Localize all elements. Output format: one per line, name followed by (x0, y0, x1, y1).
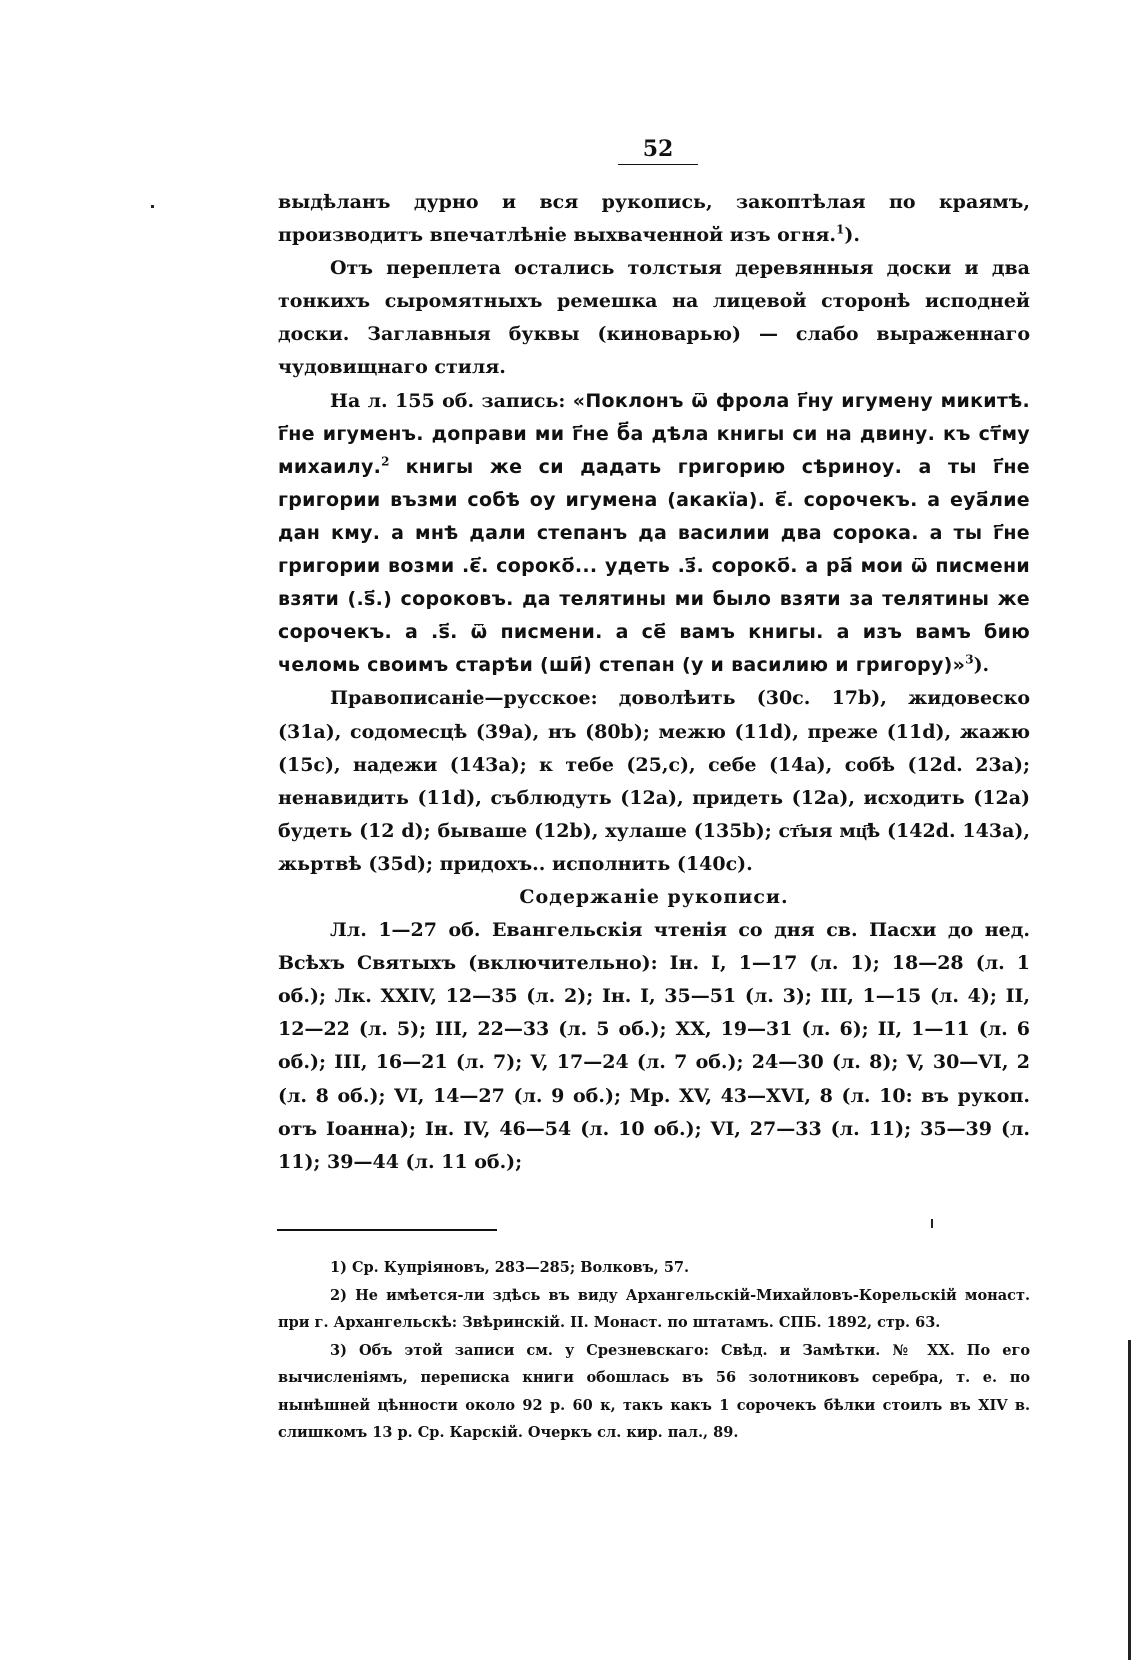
page-number: 52 (642, 136, 674, 162)
footnote-rule (277, 1229, 497, 1231)
footnote-ref-3: 3 (965, 652, 974, 667)
footnotes (278, 1254, 1030, 1447)
footnote-ref-1: 1 (836, 222, 845, 237)
paragraph-1-text: выдѣланъ дурно и вся рукопись, закоптѣлая по краямъ, производитъ впечатлѣніе выхваченной изъ огня. (278, 191, 1030, 247)
main-text (278, 186, 1030, 1179)
inscription-quote-a: «Поклонъ ѿ фрола г҃ну игумену микитѣ. г҃не игуменъ. доправи ми г҃не б҃а дѣла книгы си на двину. къ ст҃му михаилу. (278, 389, 1030, 478)
paragraph-3-lead: На л. 155 об. запись: (330, 389, 573, 412)
paragraph-1 (278, 186, 1030, 252)
inscription-quote-b: книгы же си дадать григорию сѣриноу. а ты г҃не григории възми собѣ оу игумена (акакїа). є҃. сорочекъ. а еуа҃лие дан кму. а мнѣ дали степанъ да василии два сорока. а ты г҃не григории возми .є҃. сороко҃... удеть .з҃. сороко҃. а ра҃ мои ѿ писмени взяти (.ѕ҃.) сороковъ. да телятины ми было взяти за телятины же сорочекъ. а .ѕ҃. ѿ писмени. а се҃ вамъ книгы. а изъ вамъ бию челомь своимъ старѣи (ши҃) степан (у и василию и григору)» (278, 455, 1030, 677)
page-number-rule (618, 164, 698, 165)
scan-mark-left (151, 205, 154, 208)
footnote-3: 3) Объ этой записи см. у Срезневскаго: Свѣд. и Замѣтки. № XX. По его вычисленіямъ, переписка книги обошлась въ 56 золотниковъ серебра, т. е. по нынѣшней цѣнности около 92 р. 60 к, такъ какъ 1 сорочекъ бѣлки стоилъ въ XIV в. слишкомъ 13 р. Ср. Карскій. Очеркъ сл. кир. пал., 89. (278, 1341, 1030, 1441)
footnote-ref-2: 2 (381, 454, 390, 469)
footnote-1: 1) Ср. Купріяновъ, 283—285; Волковъ, 57. (330, 1259, 690, 1276)
section-heading: Содержаніе рукописи. (519, 885, 789, 908)
scan-edge-right (1128, 1340, 1131, 1660)
paragraph-contents: Лл. 1—27 об. Евангельскія чтенія со дня св. Пасхи до нед. Всѣхъ Святыхъ (включительно): Ін. I, 1—17 (л. 1); 18—28 (л. 1 об.); Лк. XXIV, 12—35 (л. 2); Ін. I, 35—51 (л. 3); III, 1—15 (л. 4); II, 12—22 (л. 5); III, 22—33 (л. 5 об.); XX, 19—31 (л. 6); II, 1—11 (л. 6 об.); III, 16—21 (л. 7); V, 17—24 (л. 7 об.); 24—30 (л. 8); V, 30—VI, 2 (л. 8 об.); VI, 14—27 (л. 9 об.); Мр. XV, 43—XVI, 8 (л. 10: въ рукоп. отъ Іоанна); Ін. IV, 46—54 (л. 10 об.); VI, 27—33 (л. 11); 35—39 (л. 11); 39—44 (л. 11 об.); (278, 919, 1030, 1173)
paragraph-3 (278, 385, 1030, 683)
scan-mark-bottom (931, 1219, 933, 1228)
paragraph-3-end: ). (973, 654, 990, 677)
footnote-2: 2) Не имѣется-ли здѣсь въ виду Архангельскій-Михайловъ-Корельскій монаст. при г. Архангельскѣ: Звѣринскій. II. Монаст. по штатамъ. СПБ. 1892, стр. 63. (278, 1286, 1030, 1331)
paragraph-orthography: Правописаніе—русское: доволѣить (30с. 17b), жидовеско (31а), содомесцѣ (39а), нъ (80b); межю (11d), преже (11d), жажю (15с), надежи (143а); к тебе (25,с), себе (14а), собѣ (12d. 23а); ненавидить (11d), съблюдуть (12а), придеть (12а), исходить (12а) будеть (12 d); бываше (12b), хулаше (135b); ст҃ыя мц҃ѣ (142d. 143а), жьртвѣ (35d); придохъ.. исполнить (140с). (278, 687, 1030, 875)
paragraph-1-end: ). (844, 224, 860, 247)
paragraph-2: Отъ переплета остались толстыя деревянныя доски и два тонкихъ сыромятныхъ ремешка на лицевой сторонѣ исподней доски. Заглавныя буквы (киноварью) — слабо выраженнаго чудовищнаго стиля. (278, 257, 1030, 379)
